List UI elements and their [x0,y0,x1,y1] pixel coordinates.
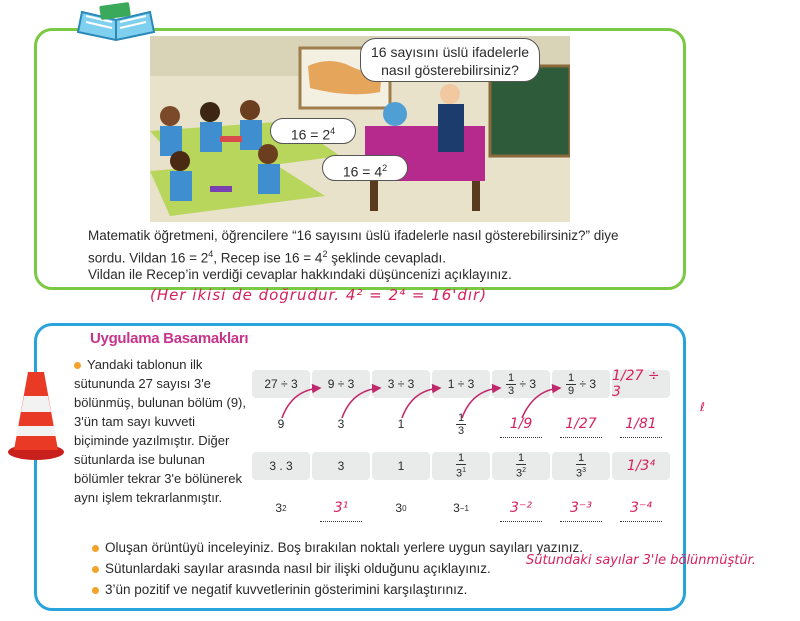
bullet-icon [74,362,81,369]
fraction: $\frac{1}{3^1}$ [455,452,467,480]
table-cell: 3 0 [395,501,407,515]
table-cell: 1 ÷ 3 [432,370,490,398]
handwritten-answer: (Her ikisi de doğrudur. 4² = 2⁴ = 16'dır) [150,286,488,304]
table-cell: 3 2 [275,501,287,515]
blank-answer: 3⁻⁴ [612,494,670,522]
table-cell: 3 ÷ 3 [372,370,430,398]
fraction: $\frac{1}{3}$ [457,411,465,437]
fraction: $\frac{1}{9}$ [567,371,575,397]
table-cell [492,452,550,480]
section-title: Uygulama Basamakları [90,330,249,347]
blank-answer: 1/27 [552,410,610,438]
recep-answer: 16 = 4 [342,163,383,180]
intro-paragraph: Yandaki tablonun ilk sütununda 27 sayısı 3'e bölünmüş, bulunan bölüm (9), 3'ün tam sayı kuvveti biçiminde yazılmıştır. Diğer sütunlarda ise bulunan bölümler tekrar 3'e bölünerek aynı işlem tekrarlanmıştır. [74,357,246,505]
vildan-speech-bubble [270,118,356,144]
recep-exponent: 2 [382,163,388,173]
task-item: Sütunlardaki sayılar arasında nasıl bir ilişki olduğunu açıklayınız. [92,559,491,579]
bullet-icon [92,587,99,594]
problem-line-1: Matematik öğretmeni, öğrencilere “16 sayısını üslü ifadelerle nasıl gösterebilirsiniz?” diye [88,228,619,243]
table-cell-handwritten: 1/3⁴ [612,452,670,480]
intro-text [74,355,246,507]
table-cell: 3 . 3 [252,452,310,480]
vildan-exponent: 4 [330,126,336,136]
table-cell [432,452,490,480]
table-cell: 3 [312,452,370,480]
teacher-speech-bubble [360,38,540,82]
bullet-icon [92,566,99,573]
traffic-cone-icon [6,366,66,462]
problem-question [88,265,678,284]
table-cell: 3 [337,417,345,431]
fraction: $\frac{1}{3^3}$ [575,452,587,480]
table-cell: 3 −1 [453,501,469,515]
open-book-icon [70,2,162,46]
teacher-question: 16 sayısını üslü ifadelerle nasıl gösterebilirsiniz? [371,44,529,78]
table-cell: 1 [397,417,405,431]
blank-answer: 3⁻² [492,494,550,522]
blank-answer: 3⁻³ [552,494,610,522]
table-cell: 9 ÷ 3 [312,370,370,398]
blank-answer: 3¹ [312,494,370,522]
table-cell: 9 [277,417,285,431]
table-cell: 1 [372,452,430,480]
problem-text [88,226,678,268]
table-cell: $\frac{1}{3}$ ÷ 3 [492,370,550,398]
recep-speech-bubble [322,155,408,181]
task-item: 3’ün pozitif ve negatif kuvvetlerinin gösterimini karşılaştırınız. [92,580,467,600]
table-cell-handwritten: 1/27 ÷ 3 [612,370,670,398]
fraction: $\frac{1}{3^2}$ [515,452,527,480]
blank-answer: 1/9 [492,410,550,438]
division-table [252,370,672,530]
table-cell: 27 ÷ 3 [252,370,310,398]
problem-line-3: Vildan ile Recep’in verdiği cevaplar hakkındaki düşüncenizi açıklayınız. [88,267,512,282]
handwritten-task2-answer: Sütundaki sayılar 3'le bölünmüştür. [526,553,756,568]
table-cell: $\frac{1}{9}$ ÷ 3 [552,370,610,398]
margin-mark: ℓ [700,400,705,414]
fraction: $\frac{1}{3}$ [507,371,515,397]
problem-line-2: sordu. Vildan $16 = 2^4$, Recep ise $16 = 4^2$ şeklinde cevapladı. [88,249,447,266]
table-cell [552,452,610,480]
table-cell [432,410,490,438]
bullet-icon [92,545,99,552]
blank-answer: 1/81 [612,410,670,438]
task-item: Oluşan örüntüyü inceleyiniz. Boş bırakılan noktalı yerlere uygun sayıları yazınız. [92,538,583,558]
vildan-answer: 16 = 2 [290,126,331,143]
